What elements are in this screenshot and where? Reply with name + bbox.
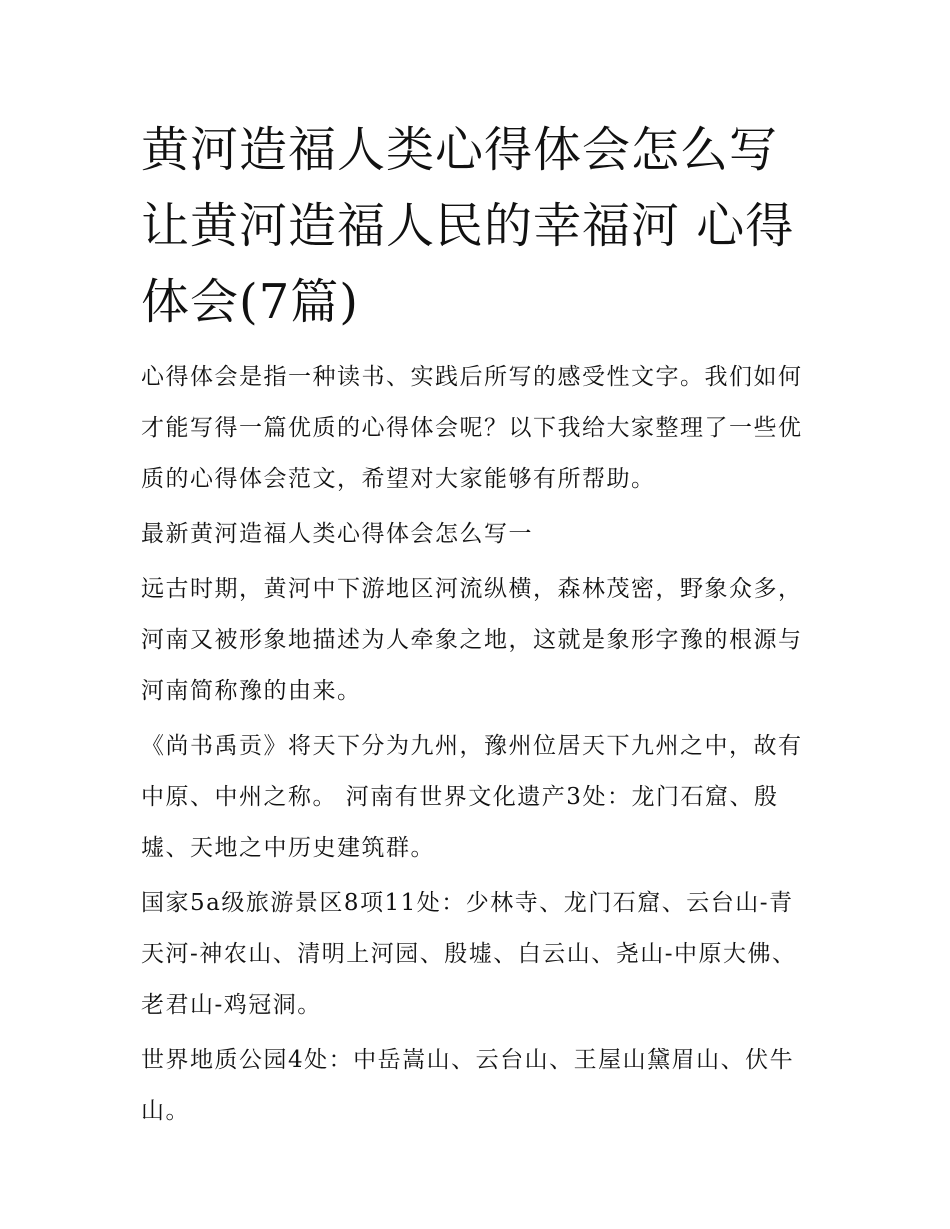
document-page [141,112,813,1141]
document-title: 黄河造福人类心得体会怎么写 让黄河造福人民的幸福河 心得 体会(7篇) [141,122,795,330]
body-paragraph-4: 世界地质公园4处：中岳嵩山、云台山、王屋山黛眉山、伏牛山。 [141,1047,795,1124]
section-heading: 最新黄河造福人类心得体会怎么写一 [141,521,533,547]
intro-paragraph: 心得体会是指一种读书、实践后所写的感受性文字。我们如何才能写得一篇优质的心得体会呢？以下我给大家整理了一些优质的心得体会范文，希望对大家能够有所帮助。 [141,364,803,492]
body-paragraph-3: 国家5a级旅游景区8项11处：少林寺、龙门石窟、云台山-青天河-神农山、清明上河园、殷墟、白云山、尧山-中原大佛、老君山-鸡冠洞。 [141,890,797,1018]
body-paragraph-2: 《尚书禹贡》将天下分为九州，豫州位居天下九州之中，故有中原、中州之称。 河南有世界文化遗产3处：龙门石窟、殷墟、天地之中历史建筑群。 [141,733,803,861]
body-paragraph-1: 远古时期，黄河中下游地区河流纵横，森林茂密，野象众多，河南又被形象地描述为人牵象之地，这就是象形字豫的根源与河南简称豫的由来。 [141,576,803,704]
